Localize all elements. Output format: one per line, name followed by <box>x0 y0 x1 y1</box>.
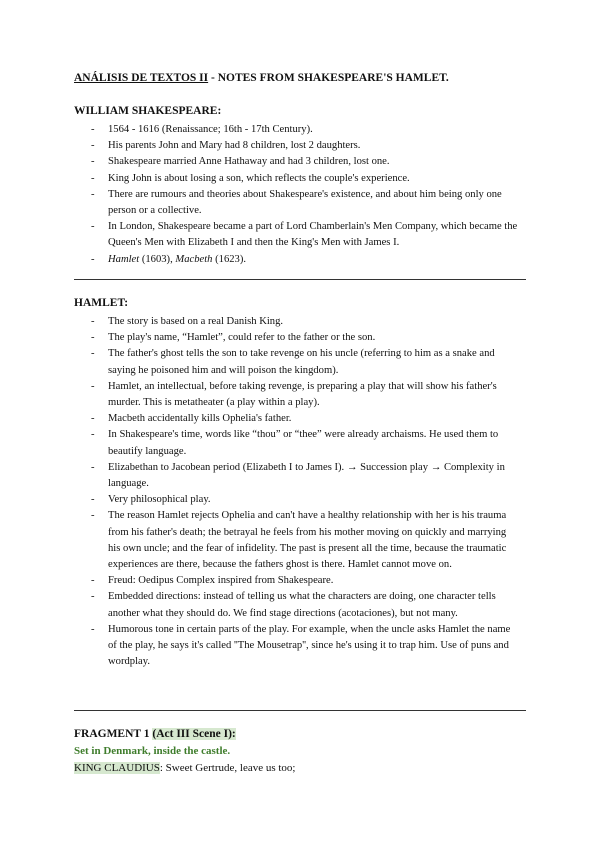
dash-marker: - <box>91 172 95 184</box>
fragment-title <box>74 728 236 740</box>
work-title-macbeth: Macbeth <box>175 253 213 265</box>
dash-marker: - <box>91 124 95 135</box>
dash-marker: - <box>91 429 95 441</box>
dialogue-text: : Sweet Gertrude, leave us too; <box>159 762 296 774</box>
list-item-text: Humorous tone in certain parts of the play. For example, when the uncle asks Hamlet the name of the play, he says it's called ''The Mousetrap'', since he's using it to trap him. Use of puns and wordplay. <box>108 623 511 668</box>
list-item <box>91 492 518 508</box>
dash-marker: - <box>91 221 95 233</box>
list-item <box>91 171 518 187</box>
dash-marker: - <box>91 413 95 425</box>
list-item <box>91 508 518 573</box>
list-item-text: Freud: Oedipus Complex inspired from Shakespeare. <box>108 575 334 587</box>
list-item <box>91 346 518 378</box>
list-item <box>91 460 518 492</box>
dash-marker: - <box>91 591 95 603</box>
list-item <box>91 427 518 459</box>
list-item-text: Macbeth accidentally kills Ophelia's father. <box>108 413 292 425</box>
list-item <box>91 589 518 621</box>
list-item-text: The story is based on a real Danish King. <box>108 316 284 327</box>
list-item-text: The father's ghost tells the son to take revenge on his uncle (referring to him as a snake and saying he poisoned him and will poison the kingdom). <box>108 348 495 376</box>
fragment-act: (Act III Scene I): <box>152 728 236 740</box>
list-item-text: Very philosophical play. <box>108 494 211 506</box>
list-item-text: Hamlet, an intellectual, before taking revenge, is preparing a play that will show his father's murder. This is metatheater (a play within a play). <box>108 380 497 409</box>
work-year: (1623). <box>212 253 247 265</box>
title-rest: - NOTES FROM SHAKESPEARE'S HAMLET. <box>208 72 449 84</box>
shakespeare-heading: WILLIAM SHAKESPEARE: <box>74 105 222 117</box>
list-item <box>91 154 518 170</box>
list-item <box>91 411 518 427</box>
section-divider <box>74 710 526 711</box>
document-title <box>74 72 449 84</box>
dash-marker: - <box>91 494 95 506</box>
list-item-text: In London, Shakespeare became a part of Lord Chamberlain's Men Company, which became the Queen's Men with Elizabeth I and then the King's Men with James I. <box>108 221 518 249</box>
hamlet-heading: HAMLET: <box>74 297 129 309</box>
list-item-text: The play's name, “Hamlet”, could refer to the father or the son. <box>108 332 376 344</box>
section-divider <box>74 279 526 280</box>
list-item-text: Elizabethan to Jacobean period (Elizabeth I to James I). → Succession play → Complexity in language. <box>108 461 505 490</box>
list-item <box>91 314 518 330</box>
list-item <box>91 330 518 346</box>
list-item-text: King John is about losing a son, which reflects the couple's experience. <box>108 172 410 184</box>
fragment-setting: Set in Denmark, inside the castle. <box>74 745 231 757</box>
list-item <box>91 219 518 251</box>
list-item-text: Embedded directions: instead of telling us what the characters are doing, one character tells another what they should do. We find stage directions (acotaciones), but not many. <box>108 591 496 619</box>
list-item-text: 1564 - 1616 (Renaissance; 16th - 17th Century). <box>108 124 313 135</box>
dash-marker: - <box>91 156 95 168</box>
list-item <box>91 138 518 154</box>
dash-marker: - <box>91 510 95 522</box>
dash-marker: - <box>91 380 95 392</box>
dash-marker: - <box>91 253 95 265</box>
list-item <box>91 622 518 671</box>
list-item-text: His parents John and Mary had 8 children, lost 2 daughters. <box>108 140 361 152</box>
shakespeare-list <box>0 122 600 268</box>
dash-marker: - <box>91 461 95 473</box>
dash-marker: - <box>91 575 95 587</box>
list-item <box>91 122 518 138</box>
work-year: (1603), <box>139 253 176 265</box>
course-name: ANÁLISIS DE TEXTOS II <box>74 72 209 84</box>
list-item <box>91 379 518 411</box>
list-item-text: The reason Hamlet rejects Ophelia and can't have a healthy relationship with her is his trauma from his father's death; the betrayal he feels from his mother moving on quickly and marrying his own uncle; and the fear of infidelity. The past is present all the time, because the traumatic experiences are there, because the fathers ghost is there. Hamlet cannot move on. <box>108 510 507 571</box>
dash-marker: - <box>91 623 95 635</box>
fragment-number: FRAGMENT 1 <box>74 728 150 740</box>
dash-marker: - <box>91 316 95 327</box>
list-item-text: Shakespeare married Anne Hathaway and had 3 children, lost one. <box>108 156 390 168</box>
hamlet-list <box>0 314 600 670</box>
list-item-text: In Shakespeare's time, words like “thou” or “thee” were already archaisms. He used them to beautify language. <box>108 429 499 457</box>
speaker-name: KING CLAUDIUS <box>74 762 160 774</box>
work-title-hamlet: Hamlet <box>108 253 140 265</box>
dash-marker: - <box>91 348 95 360</box>
dash-marker: - <box>91 188 95 200</box>
list-item-works <box>91 252 518 268</box>
dash-marker: - <box>91 140 95 152</box>
dialogue-line <box>74 762 296 774</box>
list-item <box>91 187 518 219</box>
list-item-text: There are rumours and theories about Shakespeare's existence, and about him being only one person or a collective. <box>108 188 502 217</box>
list-item <box>91 573 518 589</box>
dash-marker: - <box>91 332 95 344</box>
